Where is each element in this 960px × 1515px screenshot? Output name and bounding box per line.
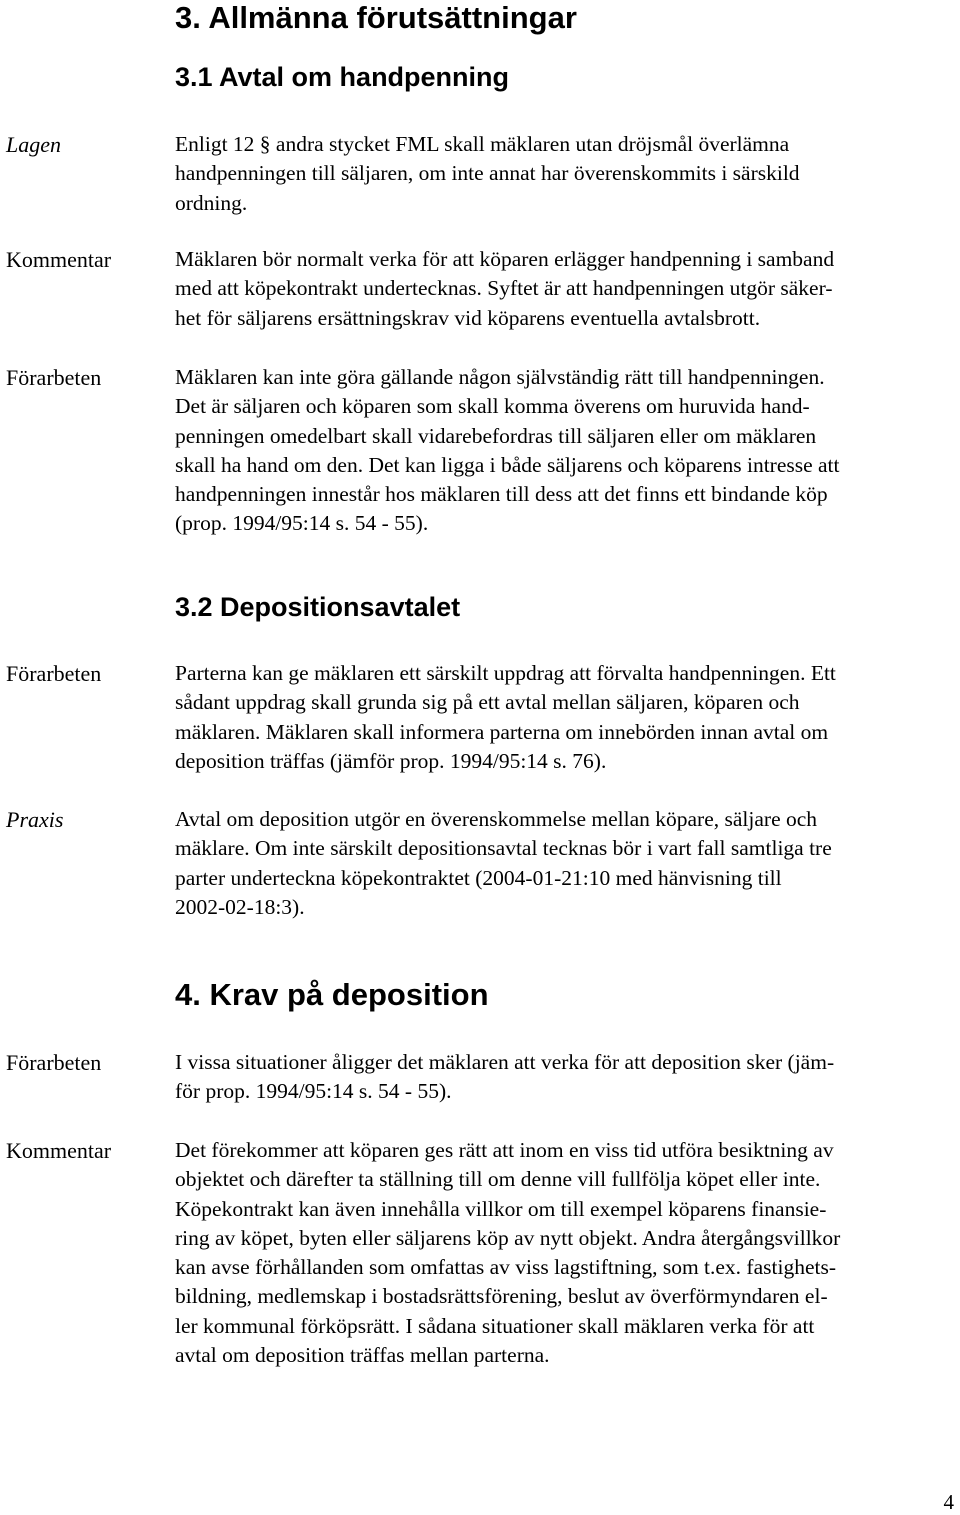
text-line: het för säljarens ersättningskrav vid köparens eventuella avtalsbrott. [175, 305, 761, 330]
text-line: mäklaren. Mäklaren skall informera parterna om innebörden innan avtal om [175, 719, 829, 744]
text-line: (prop. 1994/95:14 s. 54 - 55). [175, 511, 429, 536]
text-line: för prop. 1994/95:14 s. 54 - 55). [175, 1079, 452, 1104]
text-line: Köpekontrakt kan även innehålla villkor om till exempel köparens finansie- [175, 1196, 827, 1221]
page-number: 4 [943, 1490, 954, 1514]
margin-label-forarbeten: Förarbeten [6, 1050, 102, 1075]
text-line: penningen omedelbart skall vidarebefordras till säljaren eller om mäklaren [175, 423, 817, 448]
text-line: Mäklaren kan inte göra gällande någon självständig rätt till handpenningen. [175, 365, 825, 389]
text-line: Parterna kan ge mäklaren ett särskilt uppdrag att förvalta handpenningen. Ett [175, 661, 836, 685]
margin-label-lagen: Lagen [6, 132, 61, 157]
text-line: avtal om deposition träffas mellan parterna. [175, 1343, 550, 1368]
text-line: sådant uppdrag skall grunda sig på ett avtal mellan säljaren, köparen och [175, 690, 800, 715]
margin-label-praxis: Praxis [6, 807, 64, 832]
text-line: ler kommunal förköpsrätt. I sådana situationer skall mäklaren verka för att [175, 1313, 815, 1338]
paragraph-praxis [175, 805, 960, 922]
section-heading-4: 4. Krav på deposition [175, 977, 489, 1012]
text-line: 2002-02-18:3). [175, 894, 305, 919]
section-heading-3: 3. Allmänna förutsättningar [175, 0, 577, 35]
text-line: parter underteckna köpekontraktet (2004-01-21:10 med hänvisning till [175, 865, 782, 890]
text-line: I vissa situationer åligger det mäklaren att verka för att deposition sker (jäm- [175, 1050, 835, 1074]
text-line: ring av köpet, byten eller säljarens köp av nytt objekt. Andra återgångsvillkor [175, 1225, 841, 1250]
text-line: bildning, medlemskap i bostadsrättsförening, beslut av överförmyndaren el- [175, 1284, 828, 1309]
margin-label-forarbeten: Förarbeten [6, 365, 102, 390]
paragraph-forarbeten [175, 659, 960, 776]
section-heading-3-2: 3.2 Depositionsavtalet [175, 592, 461, 622]
paragraph-forarbeten [175, 363, 960, 539]
paragraph-lagen [175, 130, 960, 218]
section-heading-3-1: 3.1 Avtal om handpenning [175, 62, 510, 92]
text-line: deposition träffas (jämför prop. 1994/95:14 s. 76). [175, 748, 607, 773]
text-line: Mäklaren bör normalt verka för att köparen erlägger handpenning i samband [175, 247, 835, 271]
paragraph-forarbeten [175, 1048, 960, 1107]
margin-label-kommentar: Kommentar [6, 247, 112, 272]
text-line: kan avse förhållanden som omfattas av viss lagstiftning, som t.ex. fastighets- [175, 1255, 836, 1280]
text-line: handpenningen till säljaren, om inte annat har överenskommits i särskild [175, 161, 800, 186]
text-line: Det är säljaren och köparen som skall komma överens om huruvida hand- [175, 394, 810, 419]
margin-label-kommentar: Kommentar [6, 1138, 112, 1163]
margin-label-forarbeten: Förarbeten [6, 661, 102, 686]
text-line: handpenningen innestår hos mäklaren till dess att det finns ett bindande köp [175, 482, 828, 507]
text-line: objektet och därefter ta ställning till om denne vill fullfölja köpet eller inte. [175, 1167, 821, 1192]
text-line: Avtal om deposition utgör en överenskommelse mellan köpare, säljare och [175, 807, 818, 831]
text-line: Det förekommer att köparen ges rätt att inom en viss tid utföra besiktning av [175, 1138, 834, 1162]
text-line: ordning. [175, 190, 248, 215]
text-line: mäklare. Om inte särskilt depositionsavtal tecknas bör i vart fall samtliga tre [175, 836, 832, 861]
paragraph-kommentar [175, 245, 960, 333]
text-line: med att köpekontrakt undertecknas. Syftet är att handpenningen utgör säker- [175, 276, 833, 301]
paragraph-kommentar [175, 1136, 960, 1370]
text-line: skall ha hand om den. Det kan ligga i både säljarens och köparens intresse att [175, 452, 840, 477]
text-line: Enligt 12 § andra stycket FML skall mäklaren utan dröjsmål överlämna [175, 132, 790, 156]
